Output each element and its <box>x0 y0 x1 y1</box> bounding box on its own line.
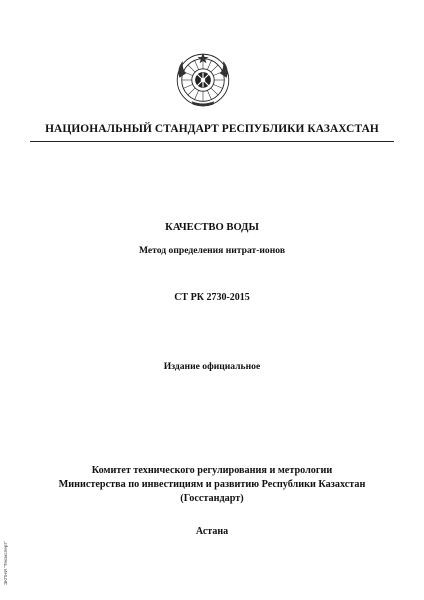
document-subtitle: Метод определения нитрат-ионов <box>139 245 285 256</box>
edition-label: Издание официальное <box>163 361 261 372</box>
standard-title: НАЦИОНАЛЬНЫЙ СТАНДАРТ РЕСПУБЛИКИ КАЗАХСТАН <box>45 123 379 135</box>
document-code: СТ РК 2730-2015 <box>174 292 250 303</box>
publisher-line-2: Министерства по инвестициям и развитию Республики Казахстан <box>58 479 366 490</box>
publisher-city: Астана <box>195 526 229 537</box>
publisher-line-3: (Госстандарт) <box>180 493 244 504</box>
publisher-block <box>0 464 424 506</box>
publisher-line-1: Комитет технического регулирования и метрологии <box>91 465 333 476</box>
state-emblem-icon <box>175 52 231 108</box>
document-subject: КАЧЕСТВО ВОДЫ <box>165 222 259 233</box>
sidebar-vertical-text: ЭКПНИ "Техэксперт" <box>3 540 8 585</box>
title-divider <box>30 141 394 142</box>
